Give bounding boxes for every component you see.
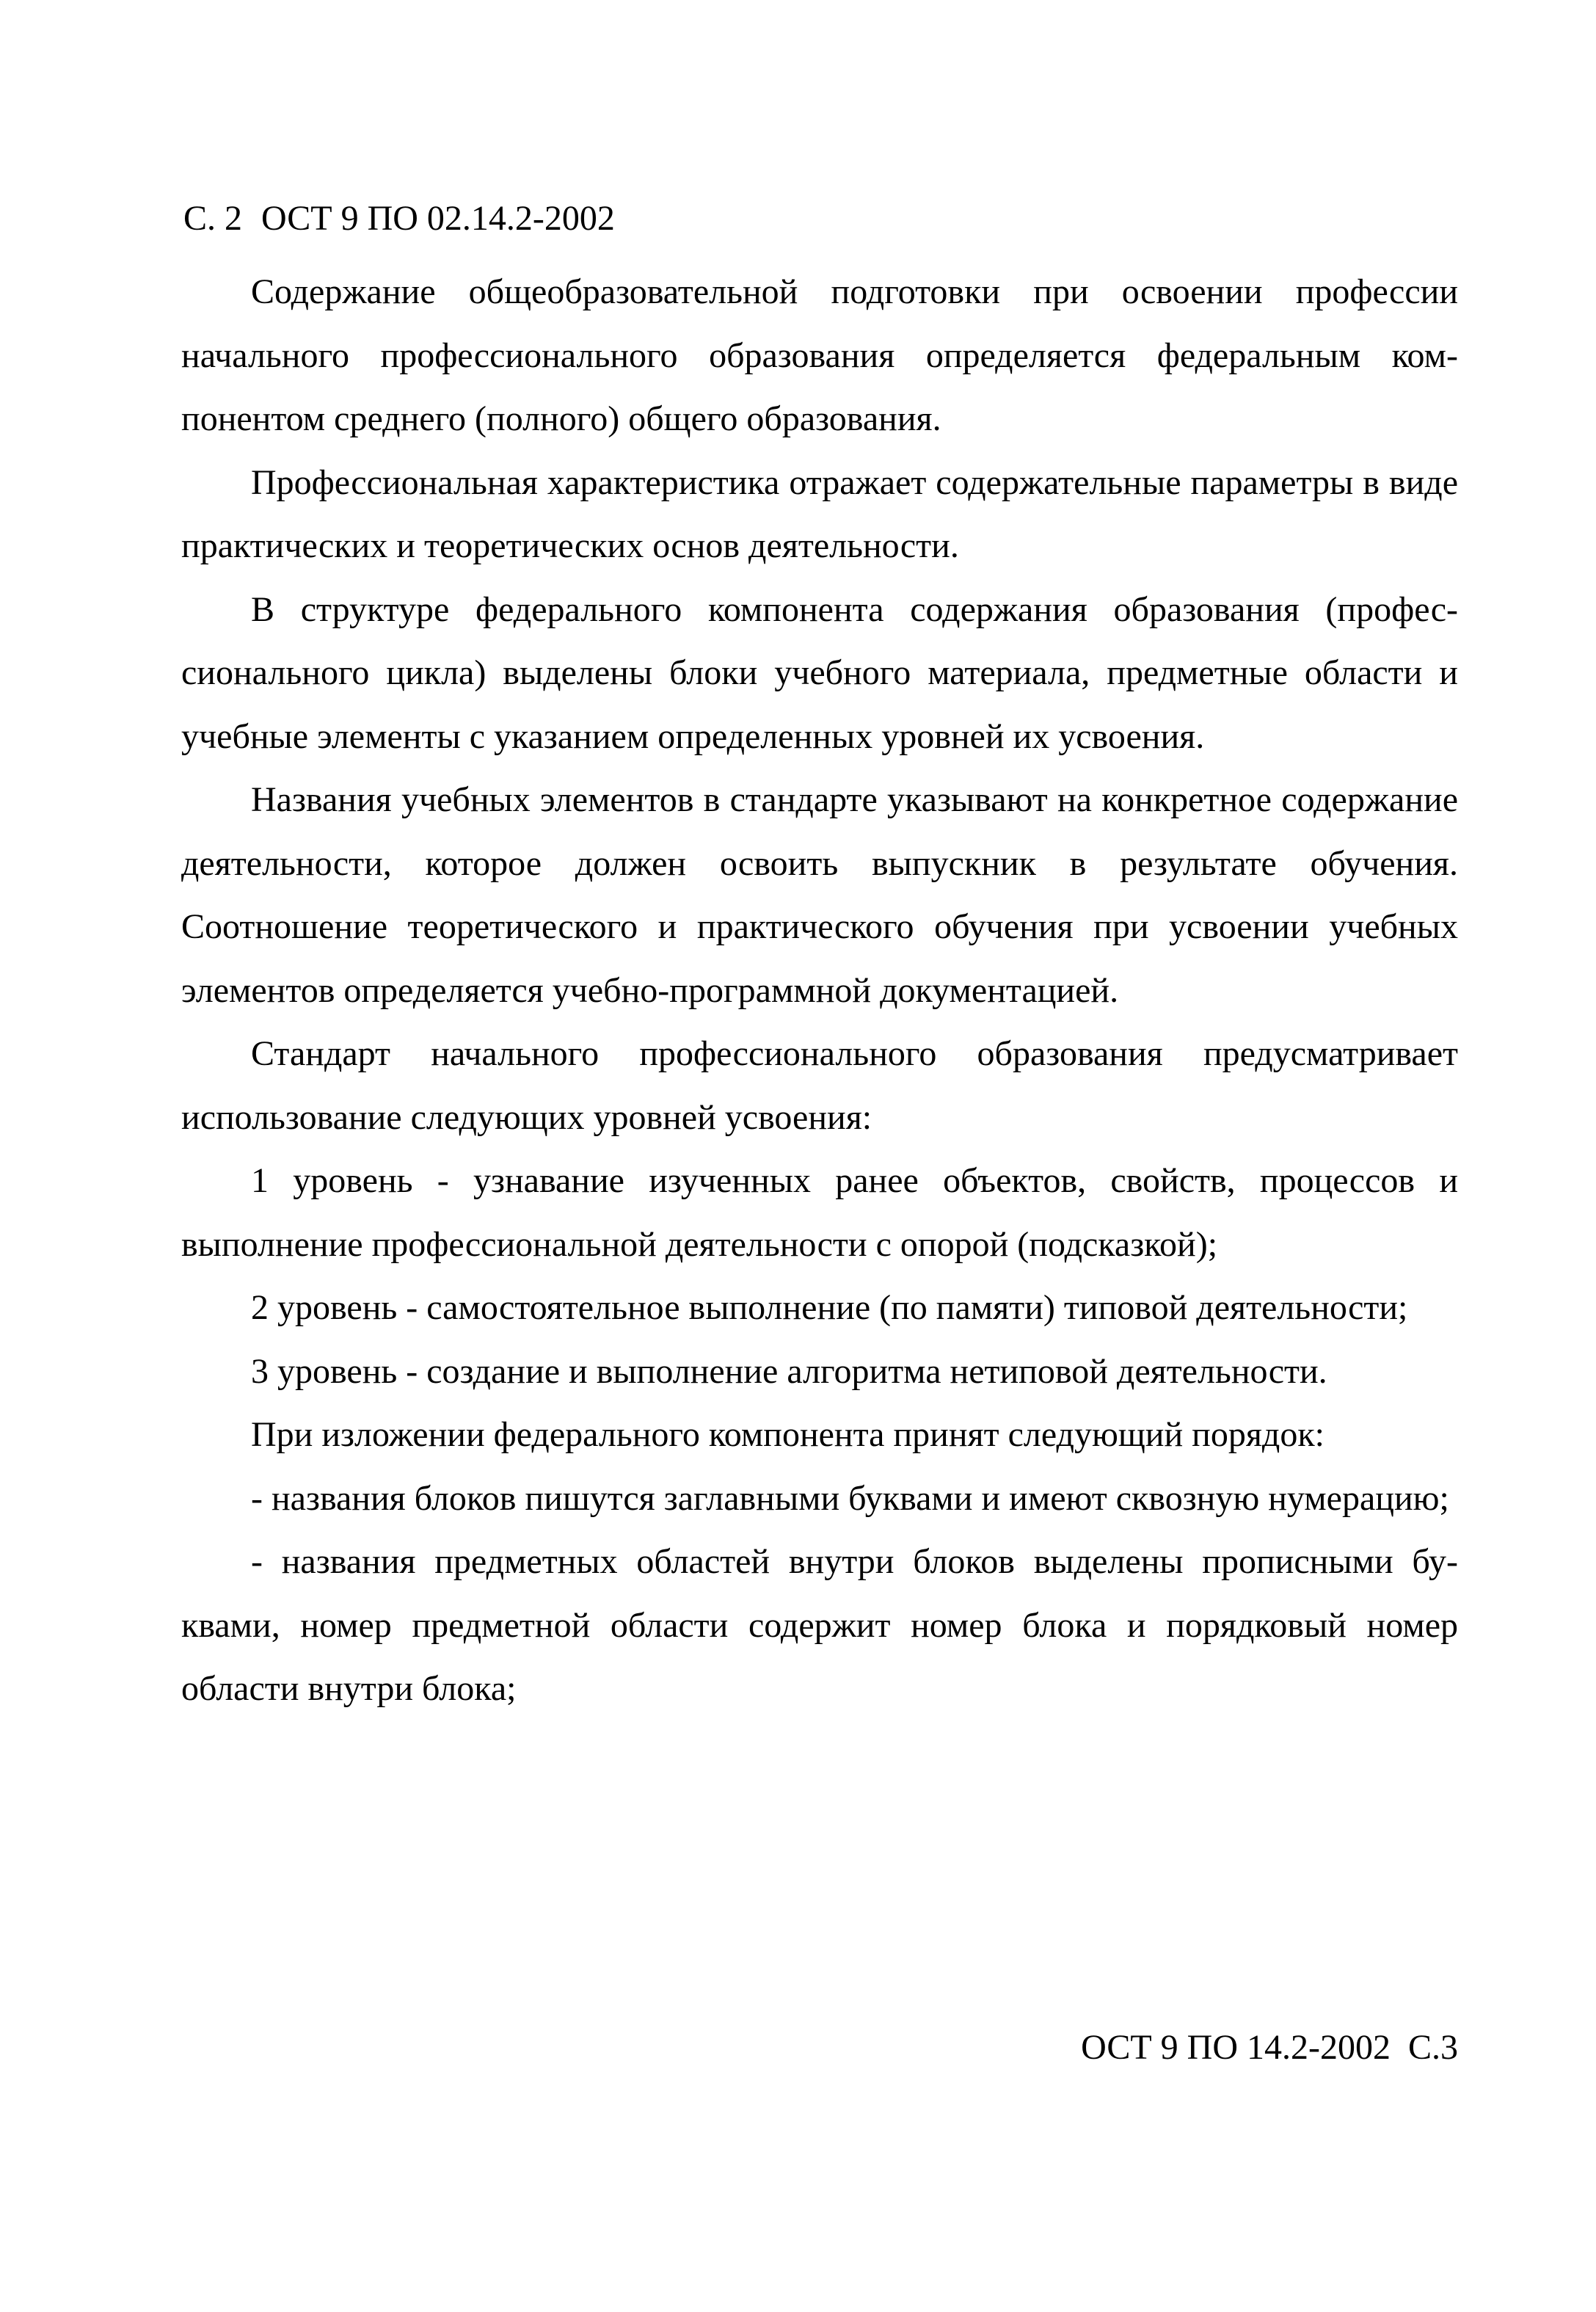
header-standard-code: ОСТ 9 ПО 02.14.2-2002 [261,199,615,238]
document-body [181,261,1458,1721]
paragraph-presentation-order: При изложении федерального компонента принят следующий порядок: [251,1415,1324,1454]
paragraph-level-1: 1 уровень - узнавание изученных ранее объектов, свойств, процессов и выполнение профессиональной деятельности с опорой (подсказкой); [181,1161,1458,1264]
page-footer [1081,2026,1458,2070]
paragraph-professional-characteristic: Профессиональная характеристика отражает содержательные параметры в виде практических и теоретических основ деятельности. [181,462,1458,565]
paragraph-federal-component-structure: В структуре федерального компонента содержания образования (профессионального цикла) выделены блоки учебного материала, предметные области и учебные элементы с указанием определенных уровней их усвоения. [181,589,1458,756]
paragraph-level-2: 2 уровень - самостоятельное выполнение (по памяти) типовой деятельности; [251,1288,1408,1327]
footer-standard-code: ОСТ 9 ПО 14.2-2002 [1081,2028,1391,2067]
paragraph-general-education: Содержание общеобразовательной подготовки при освоении профессии начального профессионального образования определяется федеральным компонентом среднего (полного) общего образования. [181,272,1458,438]
paragraph-learning-elements: Названия учебных элементов в стандарте указывают на конкретное содержание деятельности, которое должен освоить выпускник в результате обучения. Соотношение теоретического и практического обучения при усвоении учебных элементов определяется учебно-программной документацией. [181,780,1458,1010]
paragraph-block-names: - названия блоков пишутся заглавными буквами и имеют сквозную нумерацию; [251,1478,1449,1518]
footer-page-number: С.3 [1407,2028,1458,2067]
paragraph-standard-levels-intro: Стандарт начального профессионального образования предусматривает использование следующих уровней усвоения: [181,1034,1458,1137]
page-header [183,197,615,241]
header-page-number: С. 2 [183,199,243,238]
paragraph-level-3: 3 уровень - создание и выполнение алгоритма нетиповой деятельности. [251,1351,1327,1391]
paragraph-subject-area-names: - названия предметных областей внутри блоков выделены прописными буквами, номер предметной области содержит номер блока и порядковый номер области внутри блока; [181,1542,1458,1708]
